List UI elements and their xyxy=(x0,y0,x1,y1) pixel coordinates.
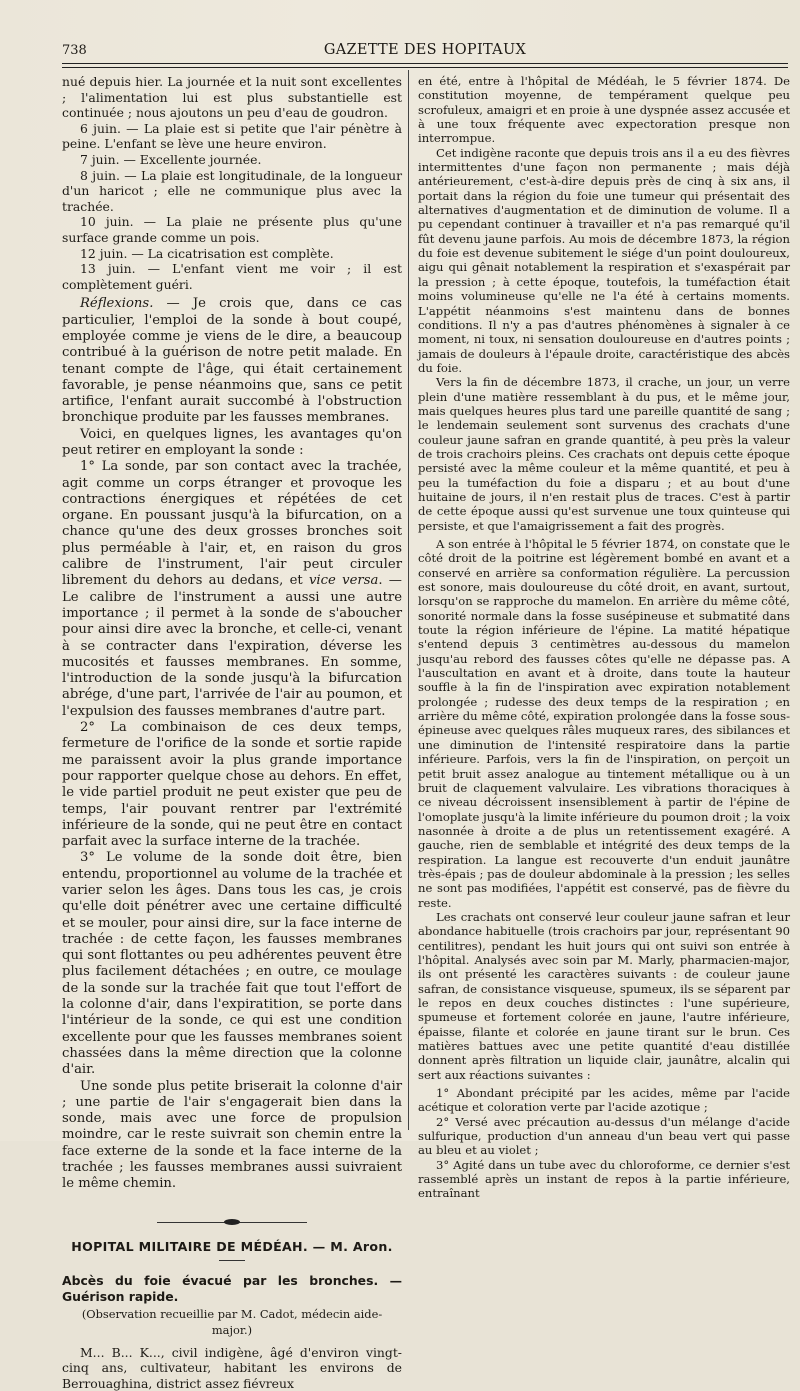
paragraph: M... B... K..., civil indigène, âgé d'environ vingt-cinq ans, cultivateur, habitant les environs de Berrouaghina, district assez fiévreux xyxy=(62,1344,402,1391)
page-number: 738 xyxy=(62,43,87,58)
page-header xyxy=(62,40,788,62)
paragraph: Voici, en quelques lignes, les avantages qu'on peut retirer en employant la sonde : xyxy=(62,426,402,458)
heading-rule xyxy=(219,1260,245,1261)
log-entry: 13 juin. — L'enfant vient me voir ; il est complètement guéri. xyxy=(62,261,402,292)
running-title: GAZETTE DES HOPITAUX xyxy=(323,42,527,58)
reaction-2: 2° Versé avec précaution au-dessus d'un mélange d'acide sulfurique, production d'un anneau d'un beau vert qui passe au bleu et au violet ; xyxy=(418,1114,790,1158)
reflexions-label: Réflexions. xyxy=(80,296,154,312)
reflexions-text: — Je crois que, dans ce cas particulier, l'emploi de la sonde à bout coupé, employée comme je viens de le dire, a beaucoup contribué à la guérison de notre petit malade. En tenant compte de l'âge, qui était certainement favorable, je pense néanmoins que, sans ce petit artifice, l'enfant aurait succombé à l'obstruction bronchique produite par les fausses membranes. xyxy=(62,296,402,426)
paragraph: Les crachats ont conservé leur couleur jaune safran et leur abondance habituelle (trois crachoirs par jour, représentant 90 centilitres), pendant les huit jours qui ont suivi son entrée à l'hôpital. Analysés avec soin par M. Marly, pharmacien-major, ils ont présenté les caractères suivants : de couleur jaune safran, de consistance visqueuse, spumeux, ils se séparent par le repos en deux couches distinctes : l'une supérieure, spumeuse et fortement colorée en jaune, l'autre inférieure, épaisse, filante et colorée en jaune tirant sur le brun. Ces matières battues avec une petite quantité d'eau distillée donnent après filtration un liquide clair, jaunâtre, alcalin qui sert aux réactions suivantes : xyxy=(418,909,790,1082)
reaction-1: 1° Abondant précipité par les acides, même par l'acide acétique et coloration verte par l'acide azotique ; xyxy=(418,1086,790,1115)
advantage-2: 2° La combinaison de ces deux temps, fermeture de l'orifice de la sonde et sortie rapide me paraissent avoir la plus grande importance pour rapporter quelque chose au dehors. En effet, le vide partiel produit ne peut exister que peu de temps, l'air pouvant rentrer par l'extrémité inférieure de la sonde, qui ne peut être en contact parfait avec la surface interne de la trachée. xyxy=(62,720,402,850)
advantage-1 xyxy=(62,459,402,720)
log-entry: 10 juin. — La plaie ne présente plus qu'une surface grande comme un pois. xyxy=(62,214,402,245)
case-title: Abcès du foie évacué par les bronches. — Guérison rapide. xyxy=(62,1273,402,1304)
section-separator xyxy=(157,1219,307,1225)
column-divider xyxy=(408,70,409,1130)
paragraph: Une sonde plus petite briserait la colonne d'air ; une partie de l'air s'engagerait bien dans la sonde, mais avec une force de propulsion moindre, car le reste suivrait son chemin entre la face externe de la sonde et la face interne de la trachée ; les fausses membranes aussi suivraient le même chemin. xyxy=(62,1078,402,1192)
advantage-1-italic: vice versa xyxy=(308,573,379,589)
paragraph: nué depuis hier. La journée et la nuit sont excellentes ; l'alimentation lui est plus substantielle est continuée ; nous ajoutons un peu d'eau de goudron. xyxy=(62,74,402,121)
paragraph: en été, entre à l'hôpital de Médéah, le 5 février 1874. De constitution moyenne, de tempérament quelque peu scrofuleux, amaigri et en proie à une dyspnée assez accusée et à une toux fréquente avec expectoration presque non interrompue. xyxy=(418,74,790,146)
paragraph: A son entrée à l'hôpital le 5 février 1874, on constate que le côté droit de la poitrine est légèrement bombé en avant et a conservé en arrière sa conformation régulière. La percussion est sonore, mais douloureuse du côté droit, en avant, surtout, lorsqu'on se rapproche du mamelon. En arrière du même côté, sonorité normale dans la fosse susépineuse et submatité dans toute la région inférieure de l'épine. La matité hépatique s'entend depuis 3 centimètres au-dessous du mamelon jusqu'au rebord des fausses côtes qu'elle ne dépasse pas. A l'auscultation en avant et à droite, dans toute la hauteur souffle à la fin de l'inspiration avec expiration notablement prolongée ; rudesse des deux temps de la respiration ; en arrière du même côté, expiration prolongée dans la fosse sous-épineuse avec quelques râles muqueux rares, des sibilances et une diminution de l'intensité respiratoire dans la partie inférieure. Parfois, vers la fin de l'inspiration, on perçoit un petit bruit assez analogue au tintement métallique ou à un bruit de claquement valvulaire. Les vibrations thoraciques à ce niveau décroissent insensiblement à partir de l'épine de l'omoplate jusqu'à la limite inférieure du poumon droit ; la voix nasonnée à droite a de plus un retentissement exagéré. A gauche, rien de semblable et intégrité des deux temps de la respiration. La langue est recouverte d'un enduit jaunâtre très-épais ; pas de douleur abdominale à la pression ; les selles ne sont pas modifiées, l'appétit est conservé, pas de fièvre du reste. xyxy=(418,537,790,910)
left-column xyxy=(62,74,402,1391)
paragraph: Vers la fin de décembre 1873, il crache, un jour, un verre plein d'une matière ressemblant à du pus, et le même jour, mais quelques heures plus tard une pareille quantité de sang ; le lendemain seulement sont survenus des crachats d'une couleur jaune safran en grande quantité, à peu près la valeur de trois crachoirs pleins. Ces crachats ont depuis cette époque persisté avec la même couleur et la même quantité, et peu à peu la tuméfaction du foie a disparu ; et au bout d'une huitaine de jours, il n'en restait plus de traces. C'est à partir de cette époque aussi qu'est survenue une toux quinteuse qui persiste, et que l'amaigrissement a fait des progrès. xyxy=(418,375,790,533)
advantage-3: 3° Le volume de la sonde doit être, bien entendu, proportionnel au volume de la trachée et varier selon les âges. Dans tous les cas, je crois qu'elle doit pénétrer avec une certaine difficulté et se mouler, pour ainsi dire, sur la face interne de trachée : de cette façon, les fausses membranes qui sont flottantes ou peu adhérentes peuvent être plus facilement détachées ; en outre, ce moulage de la sonde sur la trachée fait que tout l'effort de la colonne d'air, dans l'expiratition, se porte dans l'intérieur de la sonde, ce qui est une condition excellente pour que les fausses membranes soient chassées dans la même direction que la colonne d'air. xyxy=(62,850,402,1078)
paragraph: Cet indigène raconte que depuis trois ans il a eu des fièvres intermittentes d'une façon non permanente ; mais déjà antérieurement, c'est-à-dire depuis près de cinq à six ans, il portait dans la région du foie une tumeur qui présentait des alternatives d'augmentation et de diminution de volume. Il a pu cependant continuer à travailler et n'a pas remarqué qu'il fût devenu jaune parfois. Au mois de décembre 1873, la région du foie est devenue subitement le siége d'un point douloureux, aigu qui gênait notablement la respiration et s'exaspérait par la pression ; à cette époque, toutefois, la tuméfaction était moins volumineuse qu'elle ne l'a été à certains moments. L'appétit néanmoins s'est maintenu dans de bonnes conditions. Il n'y a pas d'autres phénomènes à signaler à ce moment, ni toux, ni sensation douloureuse en d'autres points ; jamais de douleurs à l'épaule droite, caractéristique des abcès du foie. xyxy=(418,145,790,375)
header-rule-thin xyxy=(62,67,788,68)
section-heading: HOPITAL MILITAIRE DE MÉDÉAH. — M. Aron. xyxy=(71,1238,393,1254)
log-entry: 6 juin. — La plaie est si petite que l'air pénètre à peine. L'enfant se lève une heure environ. xyxy=(62,120,402,152)
advantage-1-text-end: . — Le calibre de l'instrument a aussi une autre importance ; il permet à la sonde de s'aboucher pour ainsi dire avec la bronche, et celle-ci, venant à se contracter dans l'expiration, déverse les mucosités et fausses membranes. En somme, l'introduction de la sonde jusqu'à la bifurcation abrége, d'une part, l'arrivée de l'air au poumon, et l'expulsion des fausses membranes d'autre part. xyxy=(62,573,402,719)
log-entry: 12 juin. — La cicatrisation est complète. xyxy=(80,245,334,261)
reaction-3: 3° Agité dans un tube avec du chloroforme, ce dernier s'est rassemblé après un instant de repos à la partie inférieure, entraînant xyxy=(418,1157,790,1201)
reflexions-paragraph xyxy=(62,296,402,426)
observation-note: (Observation recueillie par M. Cadot, médecin aide-major.) xyxy=(81,1307,383,1338)
log-entry: 8 juin. — La plaie est longitudinale, de la longueur d'un haricot ; elle ne communique plus avec la trachée. xyxy=(62,167,402,214)
header-rule xyxy=(62,63,788,64)
log-entry: 7 juin. — Excellente journée. xyxy=(80,151,262,167)
advantage-1-text: 1° La sonde, par son contact avec la trachée, agit comme un corps étranger et provoque les contractions énergiques et répétées de cet organe. En poussant jusqu'à la bifurcation, on a chance qu'une des deux grosses bronches soit plus perméable à l'air, et, en raison du gros calibre de l'instrument, l'air peut circuler librement du dehors au dedans, et xyxy=(62,459,402,589)
right-column xyxy=(418,74,790,1201)
